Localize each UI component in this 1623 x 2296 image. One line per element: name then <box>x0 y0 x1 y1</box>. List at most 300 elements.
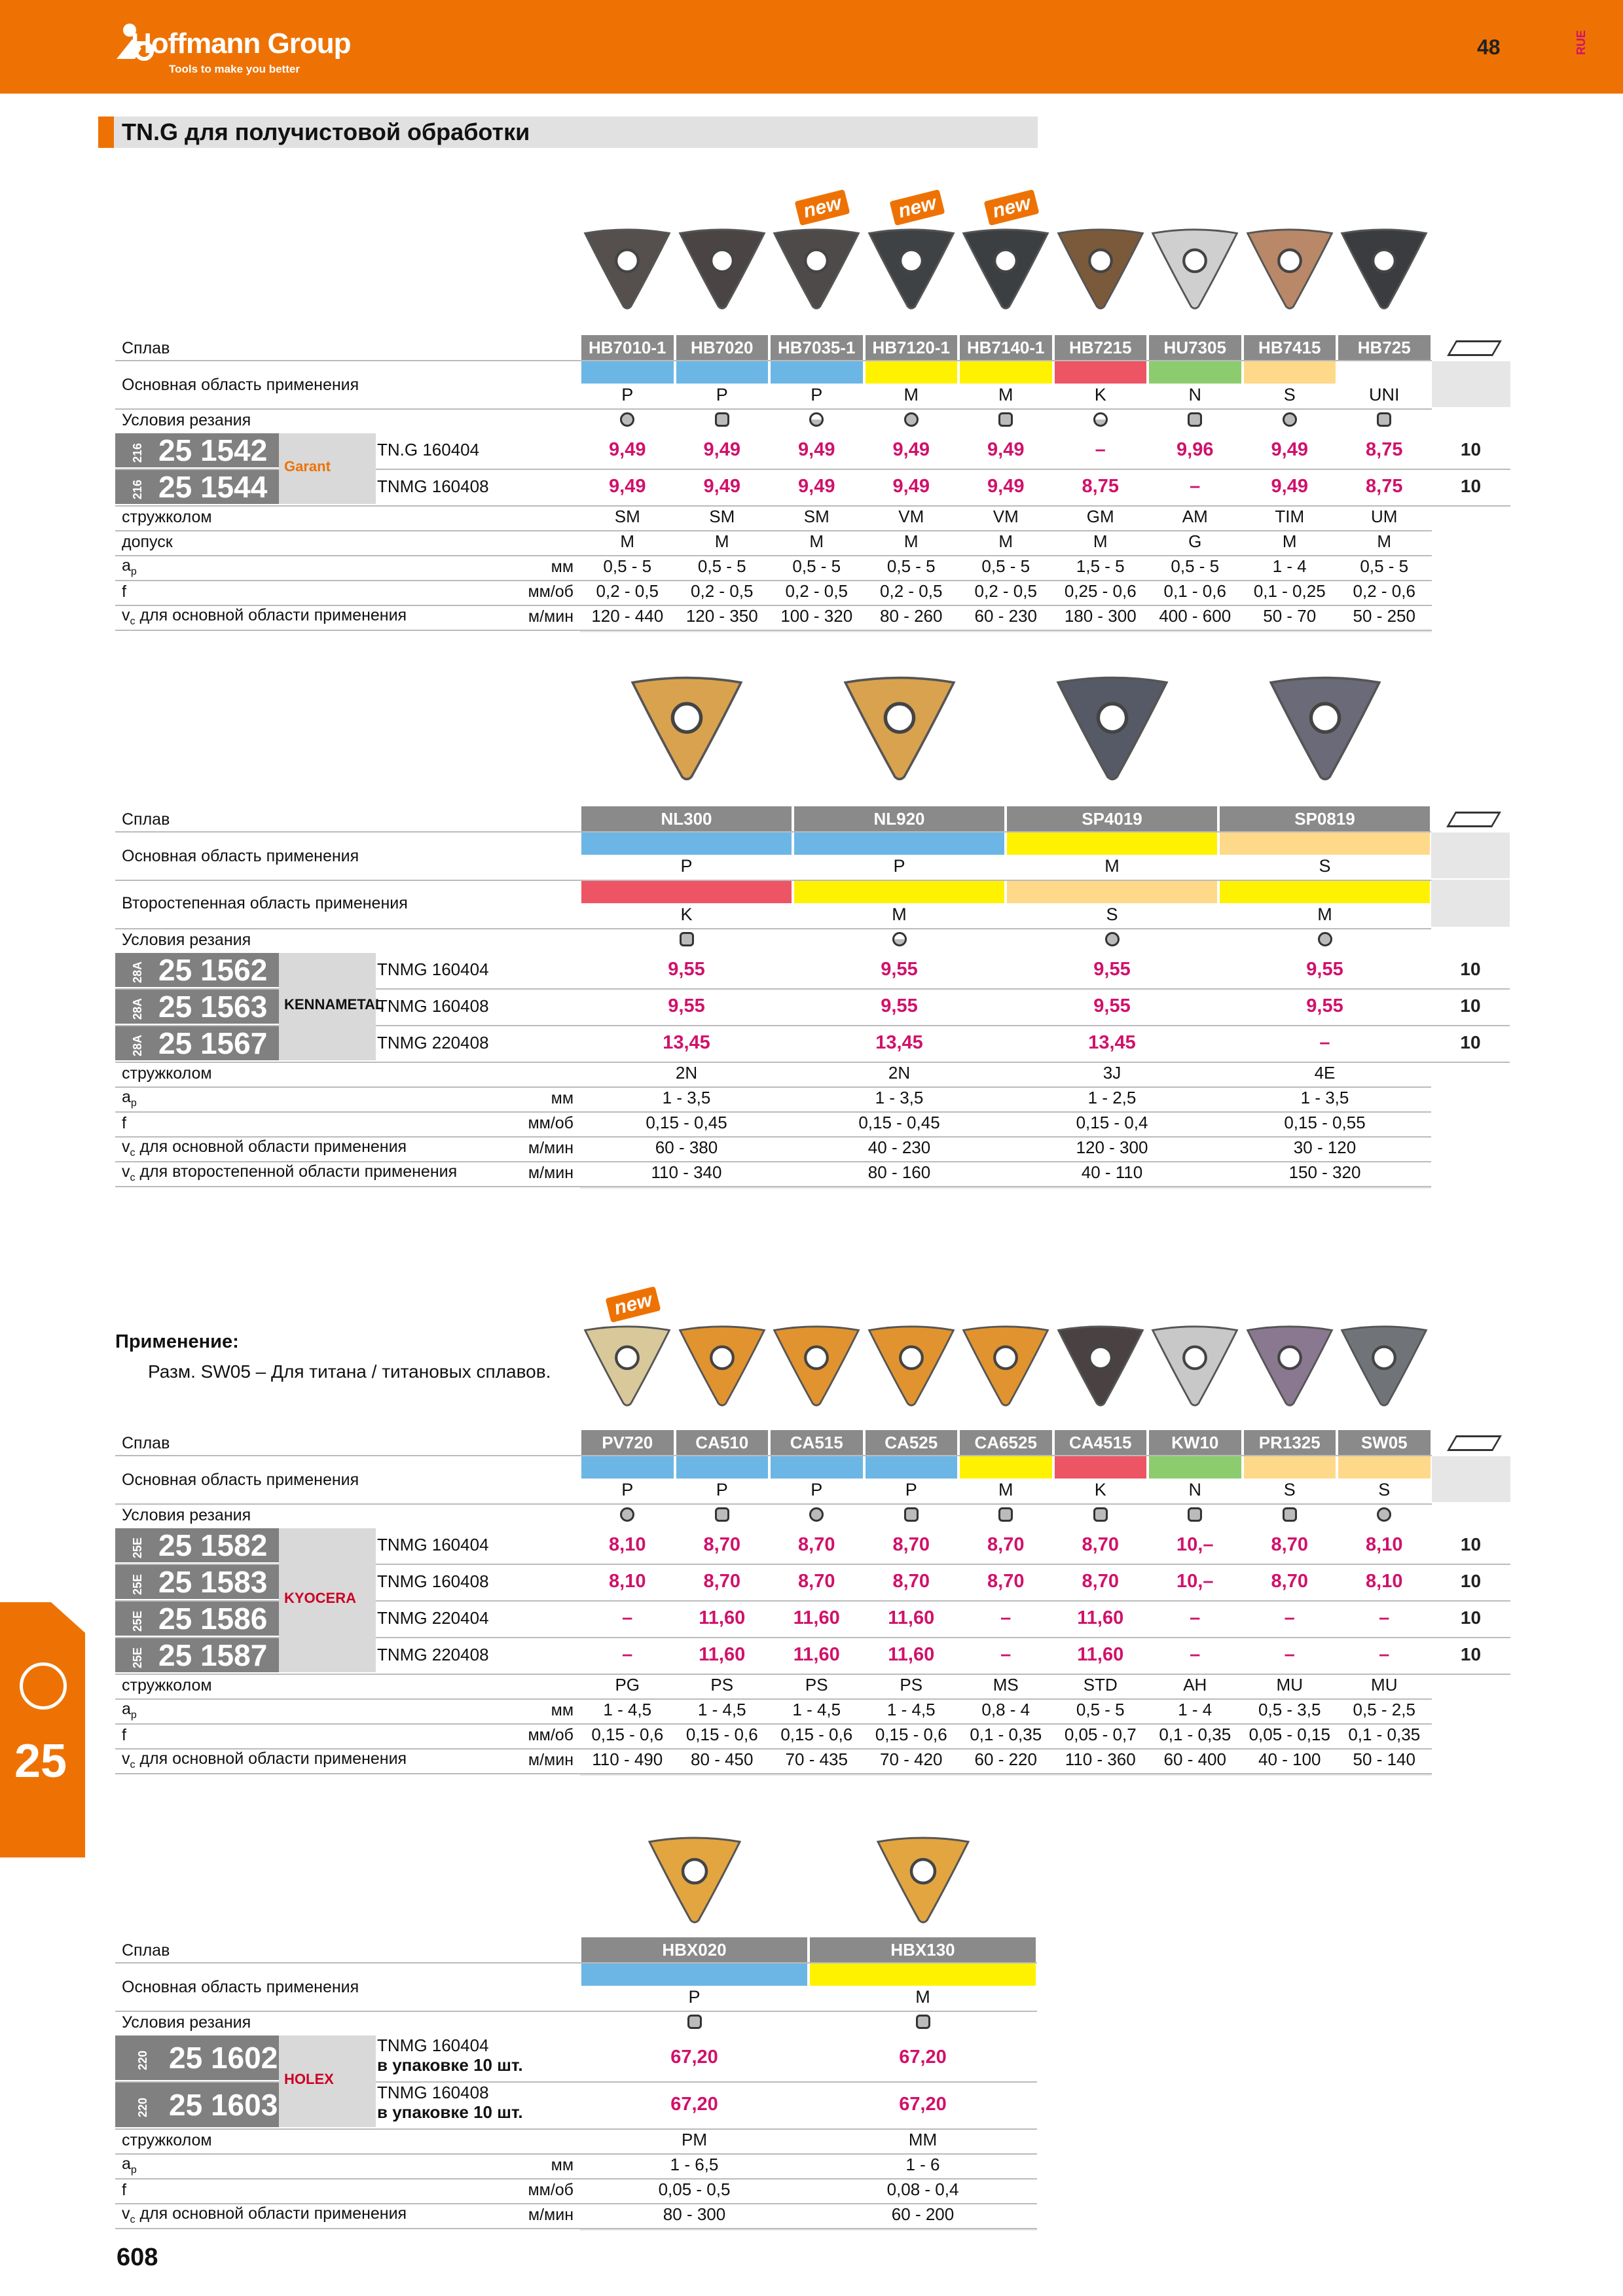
brand-tagline: Tools to make you better <box>169 63 300 75</box>
condition-cell <box>1053 411 1148 431</box>
article-number-text: 25 1586 <box>158 1602 268 1636</box>
price-cell: 11,60 <box>699 1607 746 1628</box>
alloy-label: Сплав <box>122 1941 170 1960</box>
f-cell: 0,15 - 0,6 <box>685 1725 758 1744</box>
package-icon <box>1446 812 1501 827</box>
main-area-label: Основная область применения <box>122 376 359 394</box>
values-shade <box>580 2229 1037 2231</box>
f-label: f <box>122 583 126 601</box>
condition-cell <box>675 1506 770 1526</box>
price-cell: 9,49 <box>987 439 1025 460</box>
section-title: TN.G для получистовой обработки <box>122 118 530 145</box>
vc-cell: 40 - 230 <box>867 1138 931 1157</box>
f-cell: 0,15 - 0,45 <box>646 1113 727 1132</box>
page-number-bottom: 608 <box>117 2244 158 2271</box>
condition-cell <box>675 411 770 431</box>
cutting-insert-image <box>1053 675 1171 781</box>
grade-header: HB7415 <box>1244 335 1336 360</box>
price-cell: 67,20 <box>899 2047 947 2068</box>
price-cell: 8,70 <box>1082 1571 1119 1592</box>
f-label: f <box>122 1726 126 1744</box>
price-cell: – <box>1190 1607 1201 1628</box>
unit-label: м/мин <box>528 1139 574 1157</box>
price-cell: 11,60 <box>699 1644 746 1665</box>
price-cell: 9,49 <box>703 476 740 497</box>
cutting-condition-icon <box>1377 412 1391 427</box>
param-symbol: a <box>122 1088 131 1106</box>
condition-cell <box>1218 931 1431 951</box>
cutting-condition-icon <box>1093 412 1108 427</box>
condition-cell <box>1337 1506 1432 1526</box>
price-cell: 9,49 <box>609 439 646 460</box>
grade-header: SP0819 <box>1220 806 1430 831</box>
package-note: в упаковке 10 шт. <box>377 2055 523 2075</box>
chipbreaker-cell: VM <box>993 507 1019 526</box>
pack-quantity: 10 <box>1460 959 1481 979</box>
vc-cell: 100 - 320 <box>780 606 853 626</box>
unit-label: мм/об <box>528 583 574 601</box>
f-cell: 0,2 - 0,6 <box>1353 581 1415 601</box>
pack-quantity: 10 <box>1460 476 1482 496</box>
tolerance-cell: G <box>1188 531 1202 551</box>
pack-quantity: 10 <box>1460 439 1482 459</box>
cutting-insert-image <box>1055 1325 1146 1407</box>
grade-header: CA515 <box>771 1430 863 1455</box>
cutting-insert-image <box>1244 1325 1336 1407</box>
iso-color-band <box>581 1456 674 1479</box>
param-subscript: c <box>130 1147 136 1158</box>
param-description: для основной области применения <box>135 2204 407 2223</box>
iso-group: S <box>1283 385 1296 404</box>
cutting-insert-image <box>771 1325 862 1407</box>
vc2-cell: 110 - 340 <box>651 1162 722 1182</box>
price-cell: 10,– <box>1176 1534 1214 1555</box>
vc-cell: 110 - 360 <box>1065 1749 1136 1769</box>
price-cell: 8,70 <box>987 1534 1025 1555</box>
vc-main-label <box>122 1749 407 1771</box>
ap-cell: 0,5 - 2,5 <box>1353 1700 1415 1719</box>
article-number-text: 25 1563 <box>158 990 268 1024</box>
vc2-cell: 80 - 160 <box>867 1162 931 1182</box>
cutting-insert-image <box>628 675 746 781</box>
price-cell: 9,55 <box>881 996 918 1016</box>
cutting-insert-image <box>1338 1325 1430 1407</box>
param-symbol: a <box>122 556 131 575</box>
conditions-label: Условия резания <box>122 2013 251 2032</box>
pack-quantity: 10 <box>1460 996 1481 1016</box>
param-subscript: c <box>130 1759 136 1770</box>
price-cell: – <box>1319 1032 1330 1053</box>
ap-cell: 1 - 2,5 <box>1087 1088 1137 1107</box>
article-code: 28A <box>131 998 144 1020</box>
param-symbol: v <box>122 1162 130 1181</box>
grade-header: HBX130 <box>810 1937 1036 1962</box>
cutting-condition-icon <box>998 1507 1013 1522</box>
unit-label: м/мин <box>528 2206 574 2224</box>
brand-logo: KENNAMETAL <box>284 996 384 1013</box>
article-code: 25E <box>131 1610 144 1632</box>
article-number-text: 25 1602 <box>169 2041 278 2075</box>
alloy-label: Сплав <box>122 810 170 829</box>
main-area-shade <box>1432 361 1510 407</box>
chipbreaker-cell: PG <box>615 1675 640 1695</box>
iso-color-band <box>960 1456 1052 1479</box>
article-number-text: 25 1583 <box>158 1565 268 1599</box>
grade-header: HB7035-1 <box>771 335 863 360</box>
price-cell: – <box>1284 1607 1295 1628</box>
param-description: для основной области применения <box>135 1138 407 1156</box>
ap-cell: 0,5 - 3,5 <box>1258 1700 1321 1719</box>
article-code: 28A <box>131 1035 144 1057</box>
cutting-condition-icon <box>1283 1507 1297 1522</box>
iso-color-band <box>866 361 958 384</box>
article-number-text: 25 1603 <box>169 2088 278 2122</box>
f-cell: 0,2 - 0,5 <box>785 581 848 601</box>
condition-cell <box>793 931 1006 951</box>
param-subscript: c <box>130 616 136 627</box>
f-cell: 0,05 - 0,5 <box>658 2179 731 2199</box>
param-symbol: a <box>122 2155 131 2173</box>
f-cell: 0,1 - 0,25 <box>1253 581 1326 601</box>
ap-cell: 1 - 4 <box>1178 1700 1213 1719</box>
price-cell: 11,60 <box>888 1607 935 1628</box>
f-cell: 0,05 - 0,15 <box>1249 1725 1330 1744</box>
tolerance-cell: M <box>620 531 635 551</box>
grade-header: PV720 <box>581 1430 674 1455</box>
iso-group-secondary: M <box>1317 905 1332 924</box>
iso-group: S <box>1319 856 1331 876</box>
ap-label <box>122 556 137 578</box>
cutting-insert-image <box>1149 228 1241 310</box>
vc-main-label <box>122 606 407 628</box>
price-cell: 9,55 <box>668 996 705 1016</box>
price-cell: 9,49 <box>892 439 930 460</box>
price-cell: – <box>1095 439 1106 460</box>
price-cell: – <box>1190 476 1201 497</box>
vc-cell: 60 - 230 <box>974 606 1037 626</box>
grade-header: CA510 <box>676 1430 769 1455</box>
article-code: 216 <box>131 479 144 499</box>
price-cell: 9,55 <box>1093 959 1131 980</box>
article-number-text: 25 1542 <box>158 433 268 467</box>
vc-cell: 110 - 490 <box>592 1749 663 1769</box>
iso-group: M <box>998 1480 1013 1499</box>
brand-name: Hoffmann Group <box>131 27 351 60</box>
article-number-text: 25 1587 <box>158 1638 268 1672</box>
cutting-insert-image <box>1055 228 1146 310</box>
price-cell: 67,20 <box>670 2047 718 2068</box>
cutting-insert-image <box>581 1325 673 1407</box>
unit-label: мм/об <box>528 2181 574 2199</box>
article-number <box>115 1638 279 1672</box>
iso-group: N <box>1188 385 1201 404</box>
vc-cell: 120 - 440 <box>591 606 664 626</box>
iso-color-band <box>810 1964 1036 1986</box>
vc-cell: 400 - 600 <box>1159 606 1231 626</box>
f-cell: 0,2 - 0,5 <box>880 581 943 601</box>
chipbreaker-cell: PS <box>900 1675 923 1695</box>
secondary-area-label: Второстепенная область применения <box>122 894 408 912</box>
grade-header: HB7120-1 <box>866 335 958 360</box>
iso-group: K <box>1094 1480 1106 1499</box>
chipbreaker-cell: AM <box>1182 507 1208 526</box>
unit-label: мм <box>551 558 574 576</box>
price-cell: 9,55 <box>1306 996 1343 1016</box>
application-title: Применение: <box>115 1331 239 1352</box>
chipbreaker-cell: 2N <box>675 1063 698 1083</box>
iso-group: N <box>1188 1480 1201 1499</box>
ap-cell: 0,5 - 5 <box>981 556 1030 576</box>
f-cell: 0,2 - 0,5 <box>691 581 754 601</box>
grade-header: NL300 <box>581 806 792 831</box>
chipbreaker-label: стружколом <box>122 1676 212 1695</box>
article-number <box>115 2036 279 2080</box>
iso-color-band <box>1055 361 1147 384</box>
grade-header: CA4515 <box>1055 1430 1147 1455</box>
f-cell: 0,15 - 0,6 <box>875 1725 947 1744</box>
chipbreaker-cell: MM <box>908 2130 938 2149</box>
unit-label: мм/об <box>528 1114 574 1132</box>
insert-designation: TNMG 160408 <box>377 996 489 1016</box>
iso-color-band <box>794 833 1004 855</box>
chapter-tab <box>0 1602 85 1857</box>
insert-designation: TNMG 160408 <box>377 1571 489 1591</box>
iso-color-band-secondary <box>1007 881 1217 903</box>
price-cell: 9,55 <box>1306 959 1343 980</box>
price-cell: 9,49 <box>703 439 740 460</box>
cutting-insert-image <box>960 1325 1051 1407</box>
main-area-label: Основная область применения <box>122 847 359 865</box>
cutting-condition-icon <box>916 2015 930 2029</box>
vc-cell: 180 - 300 <box>1064 606 1137 626</box>
price-cell: 8,10 <box>1366 1534 1403 1555</box>
price-cell: 13,45 <box>663 1032 710 1053</box>
chipbreaker-cell: SM <box>614 507 640 526</box>
cutting-insert-image <box>1338 228 1430 310</box>
iso-group: P <box>688 1987 701 2007</box>
param-symbol: a <box>122 1700 131 1718</box>
condition-cell <box>1243 411 1338 431</box>
grade-header: HB7020 <box>676 335 769 360</box>
f-cell: 0,15 - 0,6 <box>780 1725 853 1744</box>
price-cell: 10,– <box>1176 1571 1214 1592</box>
vc-cell: 60 - 400 <box>1163 1749 1226 1769</box>
iso-group: M <box>903 385 919 404</box>
article-number <box>115 1528 279 1562</box>
unit-label: мм <box>551 2156 574 2174</box>
f-cell: 0,2 - 0,5 <box>596 581 659 601</box>
price-cell: 11,60 <box>1077 1607 1124 1628</box>
price-cell: 11,60 <box>793 1607 840 1628</box>
iso-color-band <box>1338 361 1431 384</box>
cutting-condition-icon <box>904 412 919 427</box>
condition-cell <box>769 411 864 431</box>
chipbreaker-cell: STD <box>1083 1675 1118 1695</box>
cutting-insert-image <box>960 228 1051 310</box>
iso-color-band <box>1149 361 1241 384</box>
main-area-shade <box>1431 833 1510 878</box>
article-number <box>115 1026 279 1060</box>
grade-header: PR1325 <box>1244 1430 1336 1455</box>
ap-cell: 1 - 3,5 <box>662 1088 711 1107</box>
iso-group: S <box>1378 1480 1391 1499</box>
conditions-label: Условия резания <box>122 931 251 949</box>
vc-cell: 80 - 300 <box>663 2204 726 2224</box>
values-shade <box>580 1187 1431 1189</box>
ap-cell: 1 - 6,5 <box>670 2155 719 2174</box>
chipbreaker-label: стружколом <box>122 508 212 526</box>
insert-tool-icon <box>20 1662 67 1710</box>
grade-header: HB7215 <box>1055 335 1147 360</box>
f-cell: 0,1 - 0,35 <box>970 1725 1042 1744</box>
iso-color-band <box>1149 1456 1241 1479</box>
insert-designation: TNMG 220408 <box>377 1033 489 1052</box>
iso-color-band <box>676 361 769 384</box>
price-cell: 8,70 <box>892 1534 930 1555</box>
cutting-condition-icon <box>715 412 729 427</box>
f-cell: 0,1 - 0,35 <box>1159 1725 1231 1744</box>
article-code: 28A <box>131 961 144 984</box>
f-cell: 0,15 - 0,45 <box>858 1113 940 1132</box>
article-code: 25E <box>131 1537 144 1558</box>
vc2-cell: 150 - 320 <box>1288 1162 1361 1182</box>
param-subscript: p <box>130 1098 137 1109</box>
ap-label <box>122 1700 137 1721</box>
brand-logo: Garant <box>284 458 331 475</box>
grade-header: CA525 <box>866 1430 958 1455</box>
iso-color-band-secondary <box>1220 881 1430 903</box>
price-cell: 9,49 <box>798 476 835 497</box>
param-subscript: p <box>130 566 137 577</box>
condition-cell <box>580 1506 675 1526</box>
article-code: 216 <box>131 442 144 463</box>
insert-designation: TNMG 160404 <box>377 1535 489 1554</box>
insert-designation: TN.G 160404 <box>377 440 480 459</box>
insert-designation: TNMG 160408 <box>377 2083 489 2102</box>
row-divider <box>115 2011 1037 2012</box>
price-cell: – <box>622 1644 633 1665</box>
grade-header: HB7010-1 <box>581 335 674 360</box>
price-cell: 8,70 <box>703 1571 740 1592</box>
chipbreaker-cell: GM <box>1086 507 1114 526</box>
param-description: для основной области применения <box>135 1749 407 1768</box>
param-symbol: v <box>122 1138 130 1156</box>
iso-color-band <box>1244 361 1336 384</box>
iso-group: P <box>621 1480 634 1499</box>
grade-header: SP4019 <box>1007 806 1217 831</box>
price-cell: 8,70 <box>1271 1534 1308 1555</box>
chipbreaker-label: стружколом <box>122 1064 212 1083</box>
iso-color-band <box>1244 1456 1336 1479</box>
price-cell: 67,20 <box>670 2094 718 2115</box>
cutting-condition-icon <box>892 932 907 946</box>
price-cell: – <box>1190 1644 1201 1665</box>
chipbreaker-cell: UM <box>1371 507 1398 526</box>
iso-group: P <box>893 856 905 876</box>
new-badge: new <box>889 189 945 226</box>
vc-cell: 30 - 120 <box>1293 1138 1357 1157</box>
iso-color-band <box>1007 833 1217 855</box>
chipbreaker-cell: SM <box>709 507 735 526</box>
param-description: для второстепенной области применения <box>135 1162 458 1181</box>
price-cell: 8,75 <box>1082 476 1119 497</box>
f-label: f <box>122 2181 126 2199</box>
cutting-insert-image <box>771 228 862 310</box>
condition-cell <box>864 411 959 431</box>
price-cell: 9,49 <box>1271 439 1308 460</box>
price-cell: – <box>1000 1607 1012 1628</box>
vc-cell: 60 - 200 <box>891 2204 955 2224</box>
cutting-condition-icon <box>809 412 824 427</box>
iso-color-band-secondary <box>794 881 1004 903</box>
param-subscript: p <box>130 2164 137 2176</box>
unit-label: м/мин <box>528 1164 574 1182</box>
ap-cell: 1,5 - 5 <box>1076 556 1125 576</box>
condition-cell <box>580 931 793 951</box>
insert-designation: TNMG 160404 <box>377 2036 489 2055</box>
ap-cell: 1 - 4,5 <box>792 1700 841 1719</box>
vc-main-label <box>122 2204 407 2226</box>
grade-header: HU7305 <box>1149 335 1241 360</box>
iso-group: UNI <box>1369 385 1400 404</box>
iso-color-band <box>581 361 674 384</box>
brand-logo: KYOCERA <box>284 1590 357 1606</box>
price-cell: 8,70 <box>987 1571 1025 1592</box>
iso-color-band <box>771 361 863 384</box>
package-note: в упаковке 10 шт. <box>377 2102 523 2122</box>
new-badge: new <box>984 189 1040 226</box>
f-cell: 0,1 - 0,6 <box>1163 581 1226 601</box>
unit-label: мм/об <box>528 1726 574 1744</box>
price-cell: – <box>622 1607 633 1628</box>
article-number <box>115 1602 279 1636</box>
iso-color-band <box>1055 1456 1147 1479</box>
chipbreaker-cell: MU <box>1371 1675 1398 1695</box>
article-number <box>115 470 279 504</box>
package-icon <box>1447 340 1502 356</box>
price-cell: 8,70 <box>1082 1534 1119 1555</box>
ap-label <box>122 1088 137 1109</box>
cutting-insert-image <box>646 1836 744 1924</box>
condition-cell <box>1243 1506 1338 1526</box>
price-cell: 9,55 <box>1093 996 1131 1016</box>
price-cell: 8,70 <box>798 1571 835 1592</box>
iso-group: P <box>905 1480 917 1499</box>
grade-header: HB7140-1 <box>960 335 1052 360</box>
unit-label: м/мин <box>528 1751 574 1769</box>
iso-color-band <box>581 1964 807 1986</box>
row-divider <box>115 1503 1432 1505</box>
page-number-top: 48 <box>1477 35 1501 59</box>
unit-label: м/мин <box>528 607 574 626</box>
vc-cell: 50 - 70 <box>1263 606 1317 626</box>
article-number <box>115 2083 279 2127</box>
condition-cell <box>1148 411 1243 431</box>
param-subscript: c <box>130 1172 136 1183</box>
grade-header: NL920 <box>794 806 1004 831</box>
ap-cell: 1 - 3,5 <box>1300 1088 1349 1107</box>
param-subscript: p <box>130 1710 137 1721</box>
cutting-condition-icon <box>1188 412 1202 427</box>
main-area-shade <box>1432 1456 1510 1502</box>
grade-header: CA6525 <box>960 1430 1052 1455</box>
vc-cell: 60 - 380 <box>655 1138 718 1157</box>
chipbreaker-cell: MU <box>1276 1675 1303 1695</box>
price-cell: 8,75 <box>1366 476 1403 497</box>
chipbreaker-cell: 3J <box>1103 1063 1122 1083</box>
iso-color-band <box>676 1456 769 1479</box>
ap-cell: 0,5 - 5 <box>1360 556 1409 576</box>
